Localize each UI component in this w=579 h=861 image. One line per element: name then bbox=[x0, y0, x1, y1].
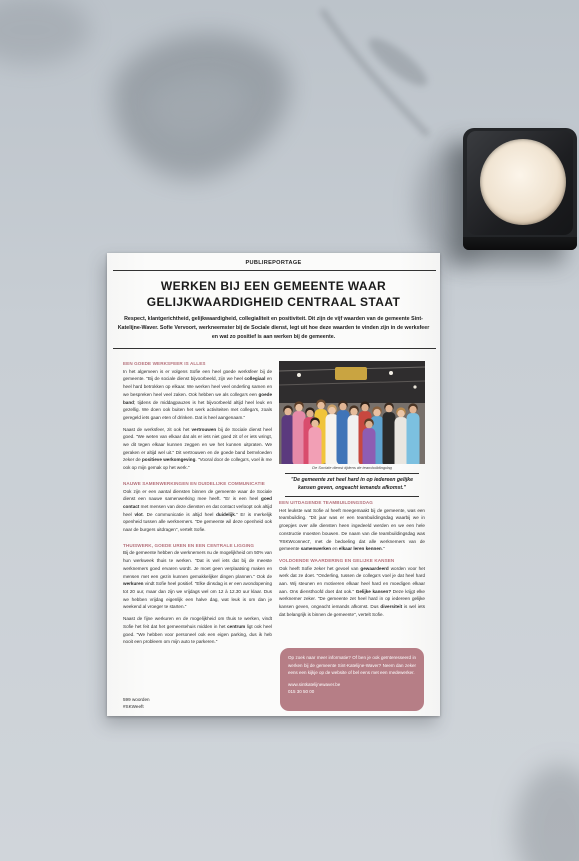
leaf-shadow bbox=[0, 0, 90, 65]
bold-text: elkaar leren kennen bbox=[338, 546, 382, 552]
body-text: Bij de gemeente hebben de werknemers nu de mogelijkheid om 50% van hun werkweek thuis te werken. "Dat is wel iets dat bij de meeste werknemers goed ervaren wordt. Je moet geen verplaatsing maken en mensen met een gezin kunnen gemakkelijker dingen plannen." Ook de bbox=[123, 550, 272, 579]
body-text: met mensen van deze diensten en dat contact verloopt ook altijd heel bbox=[123, 503, 272, 517]
bold-text: vlot bbox=[134, 511, 143, 517]
bold-text: werkuren bbox=[123, 581, 144, 587]
article-title bbox=[107, 279, 440, 310]
divider bbox=[285, 496, 419, 497]
body-text: . "Vooral door de collega's, voel ik me ook op mijn gemak op het werk." bbox=[123, 457, 272, 471]
magazine-page bbox=[107, 253, 440, 716]
candle-side bbox=[463, 237, 577, 250]
info-text: Op zoek naar meer informatie? Of ben je ook geïnteresseerd in werken bij de gemeente Sint-Katelijne-Waver? Neem dan zeker eens een kijkje op de website of bel eens met een medewerker. bbox=[288, 655, 416, 676]
venue-sign bbox=[335, 367, 367, 380]
team-photo bbox=[279, 361, 425, 464]
bold-text: duidelijk bbox=[216, 511, 235, 517]
body-text: Naast de werksfeer, zit ook het bbox=[123, 426, 192, 432]
bold-text: gewaardeerd bbox=[360, 565, 389, 571]
title-line: GELIJKWAARDIGHEID CENTRAAL STAAT bbox=[146, 294, 401, 309]
pull-quote: "De gemeente zet heel hard in op iedereen gelijke kansen geven, ongeacht iemands afkomst." bbox=[290, 477, 414, 491]
body-text: In het algemeen is er volgens Sofie een heel goede werksfeer bij de gemeente. "Bij de sociale dienst bijvoorbeeld, zijn we heel bbox=[123, 368, 272, 382]
bold-text: diversiteit bbox=[380, 604, 403, 610]
body-text: . De communicatie is altijd heel bbox=[142, 511, 217, 517]
body-text: Ook heeft Sofie zeker het gevoel van bbox=[279, 565, 361, 571]
bold-text: goede band bbox=[123, 391, 272, 405]
body-paragraph bbox=[279, 507, 425, 553]
bold-text: positieve werkomgeving bbox=[141, 457, 196, 463]
photo-caption: De Sociale dienst tijdens de teambuildingdag bbox=[312, 465, 392, 470]
divider bbox=[113, 270, 436, 271]
website-text: www.sintkatelijnewaver.be bbox=[288, 681, 341, 687]
body-text: en bbox=[331, 546, 339, 552]
body-text: is wel iets dat belangrijk is binnen de gemeente", vertelt Sofie. bbox=[279, 604, 425, 617]
body-paragraph bbox=[123, 549, 272, 611]
section-heading: EEN GOEDE WERKSFEER IS ALLES bbox=[123, 361, 206, 366]
article-intro: Respect, klantgerichtheid, gelijkwaardigheid, collegialiteit en positiviteit. Dit zijn de vijf waarden van de gemeente Sint-Katelijne-Waver. Sofie Vervoort, werkneemster bij de Sociale dienst, legt uit hoe deze waarden te vinden zijn in de werksfeer en wat zo positief is aan werken bij de gemeente. bbox=[117, 316, 430, 340]
body-paragraph bbox=[123, 488, 272, 534]
title-line: WERKEN BIJ EEN GEMEENTE WAAR bbox=[160, 279, 387, 293]
bold-text: vertrouwen bbox=[191, 426, 217, 432]
body-text: Het leukste wat Sofie al heeft meegemaakt bij de gemeente, was een teambuilding. "Dit jaar was er een teambuildingsdag waarbij we in groepjes over alle diensten heen ingedeeld werden en we een hele constructie moesten bouwen. De naam van die teambuildingsdag was '#SKWconnect', met de bedoeling dat alle werknemers van de gemeente bbox=[279, 507, 425, 552]
bold-text: goed contact bbox=[123, 496, 272, 509]
body-text: ." bbox=[381, 546, 385, 552]
divider bbox=[285, 473, 419, 474]
bold-text: Gelijke kansen? bbox=[355, 588, 392, 594]
body-text: Ook zijn er een aantal diensten binnen de gemeente waar de Sociale dienst een nauwe samenwerking mee heeft. "Er is een heel bbox=[123, 488, 272, 502]
bold-text: centrum bbox=[227, 623, 246, 629]
body-text: ; tijdens de middagpauzes is het bijvoorbeeld altijd heel leuk en gezellig. We doen ook buiten het werk activiteiten met collega's, zoals geregeld iets gaan eten of drinken. Dat is heel aangenaam." bbox=[123, 399, 272, 420]
body-text: worden voor het werk dat ze doet. "Onderling, tussen de collega's voel je dat heel hard aan. Wij steunen en motiveren elkaar heel hard en moedigen elkaar aan. Ons diensthoofd doet dat ook." bbox=[279, 565, 426, 594]
candle-jar bbox=[463, 128, 577, 250]
body-text: ligt ook heel goed. "We hebben voor personeel ook een eigen parking, dus ik heb nooit een probleem om mijn auto te parkeren." bbox=[123, 623, 272, 645]
candle-wax bbox=[480, 139, 566, 225]
bold-text: samenwerken bbox=[300, 546, 332, 552]
leaf-shadow bbox=[363, 31, 433, 93]
left-column bbox=[123, 360, 272, 710]
body-paragraph bbox=[279, 565, 425, 619]
body-text: vindt Sofie heel positief. "Elke dinsdag is er een avondopening tot 20 uur, maar dan zijn we vrijdags wel om 12 à 12.30 uur klaar. Dus we hebben vrijdag eigenlijk een halve dag, wat leuk is om dan je weekend al vroeger te starten." bbox=[123, 581, 272, 610]
section-heading: THUISWERK, GOEDE UREN EN EEN CENTRALE LIGGING bbox=[123, 542, 255, 548]
page-label: PUBLIREPORTAGE bbox=[245, 260, 302, 266]
ceiling-light bbox=[413, 385, 416, 388]
section-heading: VOLDOENDE WAARDERING EN GELIJKE KANSEN bbox=[279, 557, 395, 563]
ceiling-light bbox=[389, 371, 393, 375]
hashtag: #SKWeeft bbox=[123, 704, 144, 709]
body-text: en heel hard betrokken op elkaar. We werken heel veel onderling samen en we bespreken heel veel zaken. Ook hebben we als collega's een bbox=[123, 376, 272, 397]
body-text: bij de Sociale dienst heel goed. "We weten van elkaar dat als er iets niet goed zit of er iets wringt, we dit tegen elkaar kunnen zeggen en we het kunnen uitpraten. We geraken er altijd wel uit." Dit vertrouwen en de goede band beïnvloeden zeker de bbox=[123, 426, 272, 463]
body-paragraph bbox=[123, 426, 272, 472]
info-box bbox=[280, 648, 424, 711]
divider bbox=[113, 348, 436, 349]
section-heading: EEN UITDAGENDE TEAMBUILDINGSDAG bbox=[279, 500, 373, 505]
body-text: ." Er is merkelijk openheid tussen alle werknemers. "De gemeente wil deze openheid ook naar de burgers uitdragen", vertelt Sofie. bbox=[123, 511, 272, 533]
section-heading: NAUWE SAMENWERKINGEN EN DUIDELIJKE COMMUNICATIE bbox=[123, 480, 265, 486]
article-footer bbox=[123, 696, 272, 710]
right-column bbox=[279, 499, 425, 623]
body-text: Deze krijgt elke werknemer zeker. "De gemeente zet heel hard in op iedereen gelijke kansen geven, ongeacht iemands afkomst. Dus bbox=[279, 588, 425, 610]
word-count: 599 woorden bbox=[123, 697, 150, 702]
phone-number: 015 30 50 00 bbox=[288, 689, 315, 695]
body-text: Naast de fijne werkuren en de mogelijkheid om thuis te werken, vindt Sofie het feit dat het gemeentehuis midden in het bbox=[123, 616, 272, 629]
body-paragraph bbox=[123, 615, 272, 646]
ceiling-light bbox=[297, 373, 301, 377]
leaf-shadow bbox=[515, 765, 579, 861]
bold-text: collegiaal bbox=[244, 376, 266, 382]
body-paragraph bbox=[123, 368, 272, 422]
